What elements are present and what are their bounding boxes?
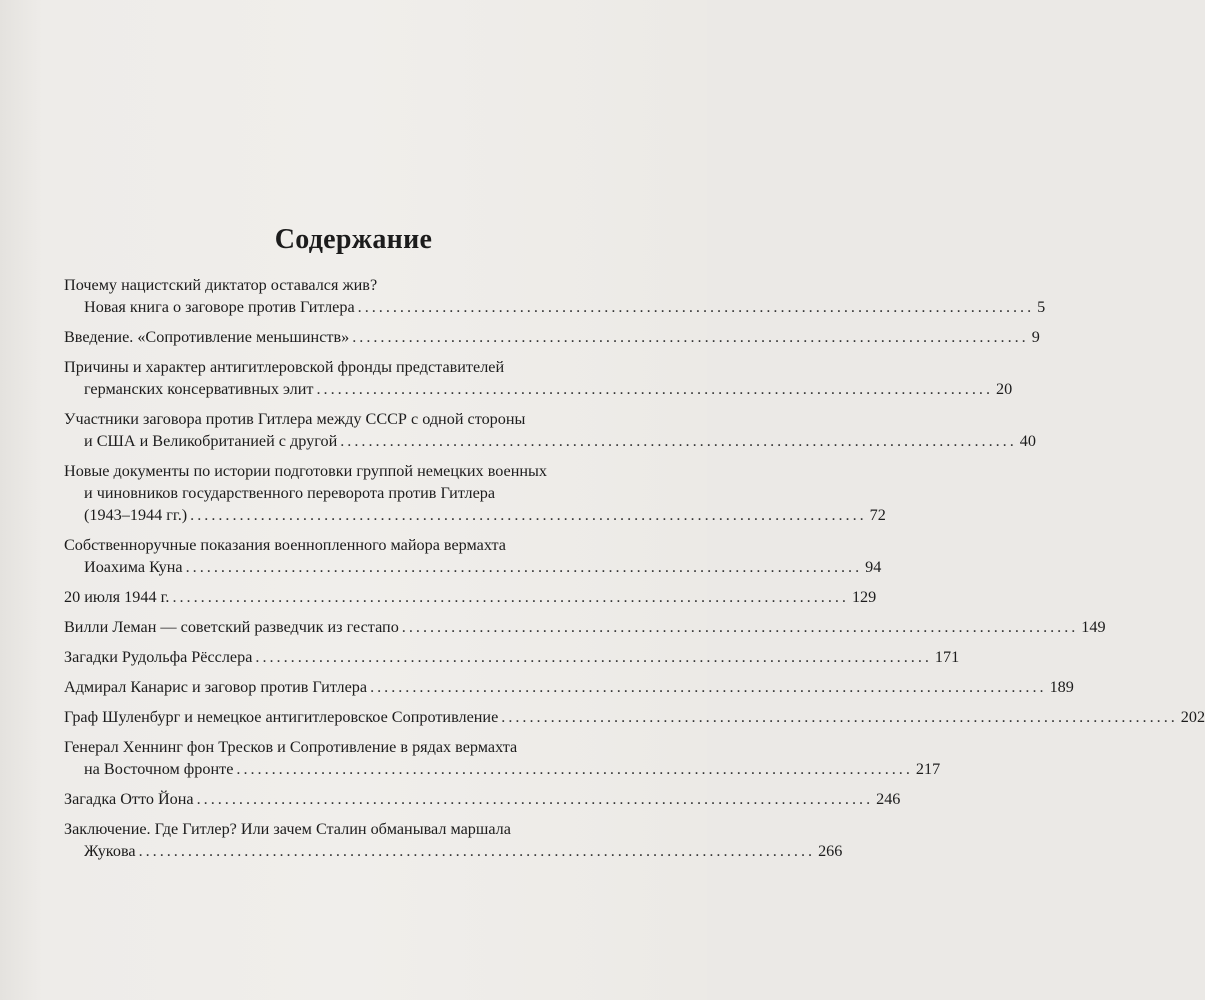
toc-entry-line: Новая книга о заговоре против Гитлера (84, 298, 355, 316)
dot-leader: ................................................................................................ (352, 328, 1029, 346)
toc-entry-page: 20 (995, 380, 1013, 398)
toc-entry[interactable] (64, 736, 941, 780)
toc-entry-line: 20 июля 1944 г. (64, 588, 170, 606)
toc-entry-line: (1943–1944 гг.) (84, 506, 188, 524)
toc-entry-page: 266 (818, 842, 843, 860)
dot-leader: ................................................................................................ (196, 790, 874, 808)
toc-entry-line: германских консервативных элит (84, 380, 314, 398)
toc-entry-line: Заключение. Где Гитлер? Или зачем Сталин обманывал маршала (64, 820, 511, 838)
toc-entry-page: 94 (865, 558, 882, 576)
toc-entry[interactable] (64, 460, 886, 526)
toc-entry-line: Новые документы по истории подготовки группой немецких военных (64, 462, 548, 480)
toc-entry-line: Вилли Леман — советский разведчик из гестапо (64, 618, 399, 636)
dot-leader: ................................................................................................ (185, 558, 863, 576)
dot-leader: ................................................................................................ (316, 380, 993, 398)
toc-entry-line: на Восточном фронте (84, 760, 234, 778)
toc-entry-line: и чиновников государственного переворота против Гитлера (84, 484, 496, 502)
toc-entry-line: Загадка Отто Йона (64, 790, 194, 808)
dot-leader: ................................................................................................ (138, 842, 816, 860)
dot-leader: ................................................................................................ (172, 588, 849, 606)
toc-entry[interactable] (64, 326, 1040, 348)
toc-entry[interactable] (64, 646, 960, 668)
toc-entry-page: 9 (1031, 328, 1040, 346)
toc-entry-line: Участники заговора против Гитлера между СССР с одной стороны (64, 410, 526, 428)
toc-entry-line: Адмирал Канарис и заговор против Гитлера (64, 678, 368, 696)
dot-leader: ................................................................................................ (370, 678, 1047, 696)
toc-entry[interactable] (64, 676, 1074, 698)
dot-leader: ................................................................................................ (190, 506, 867, 524)
dot-leader: ................................................................................................ (236, 760, 913, 778)
table-of-contents (64, 274, 1205, 862)
toc-entry-page: 5 (1037, 298, 1046, 316)
toc-entry[interactable] (64, 534, 882, 578)
toc-entry-page: 189 (1049, 678, 1074, 696)
page-title: Содержание (274, 224, 433, 255)
toc-entry-line: Почему нацистский диктатор оставался жив? (64, 276, 378, 294)
toc-entry-line: Собственноручные показания военнопленного майора вермахта (64, 536, 506, 554)
toc-entry[interactable] (64, 408, 1036, 452)
dot-leader: ................................................................................................ (401, 618, 1079, 636)
toc-entry-page: 202 (1180, 708, 1205, 726)
toc-entry-page: 129 (851, 588, 877, 606)
toc-entry[interactable] (64, 274, 1046, 318)
toc-entry-line: Причины и характер антигитлеровской фронды представителей (64, 358, 505, 376)
dot-leader: ................................................................................................ (501, 708, 1178, 726)
dot-leader: ................................................................................................ (357, 298, 1035, 316)
toc-entry-line: Загадки Рудольфа Рёсслера (64, 648, 253, 666)
dot-leader: ................................................................................................ (255, 648, 932, 666)
toc-entry[interactable] (64, 616, 1106, 638)
toc-entry-page: 149 (1081, 618, 1106, 636)
toc-entry-line: и США и Великобританией с другой (84, 432, 338, 450)
toc-entry-line: Граф Шуленбург и немецкое антигитлеровское Сопротивление (64, 708, 499, 726)
toc-entry[interactable] (64, 586, 877, 608)
toc-entry[interactable] (64, 356, 1013, 400)
toc-entry-page: 72 (869, 506, 886, 524)
dot-leader: ................................................................................................ (340, 432, 1017, 450)
toc-entry-line: Генерал Хеннинг фон Тресков и Сопротивление в рядах вермахта (64, 738, 518, 756)
toc-entry-page: 171 (934, 648, 960, 666)
toc-entry-line: Жукова (84, 842, 136, 860)
toc-entry[interactable] (64, 706, 1205, 728)
toc-entry[interactable] (64, 818, 843, 862)
toc-entry-page: 40 (1019, 432, 1036, 450)
toc-entry-page: 246 (876, 790, 901, 808)
toc-entry-page: 217 (915, 760, 941, 778)
toc-entry-line: Введение. «Сопротивление меньшинств» (64, 328, 350, 346)
toc-entry[interactable] (64, 788, 901, 810)
toc-entry-line: Иоахима Куна (84, 558, 183, 576)
